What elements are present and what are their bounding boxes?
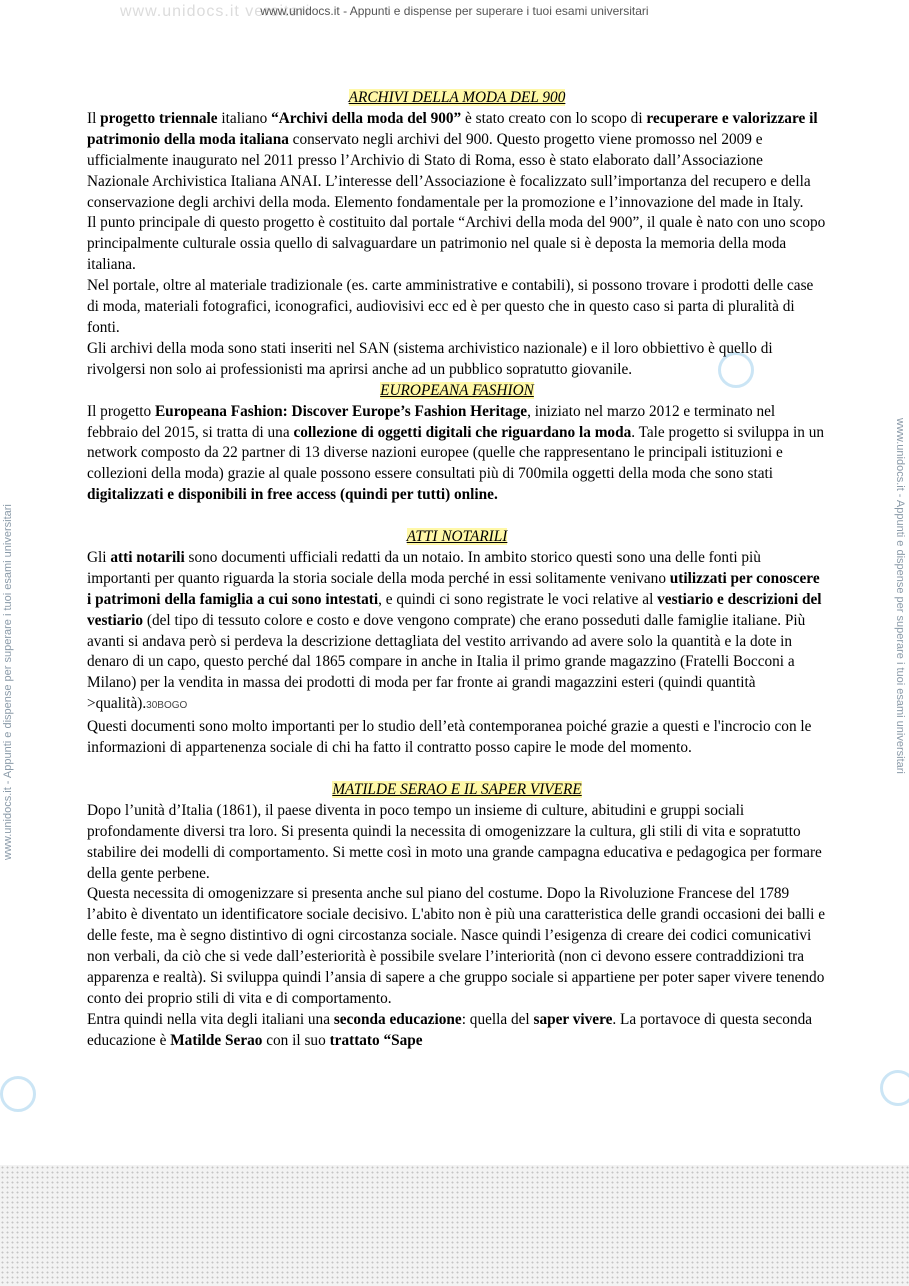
text-run: sono documenti ufficiali redatti da un notaio. In ambito storico questi sono una delle fonti più importanti per quanto riguarda la storia sociale della moda perché in essi solitamente venivano [87, 548, 761, 587]
bold-text: digitalizzati e disponibili in free access (quindi per tutti) online. [87, 486, 498, 504]
bold-text: Matilde Serao [170, 1031, 263, 1049]
text-run: : quella del [461, 1010, 534, 1028]
text-run: Il progetto [87, 402, 155, 420]
text-run: Il [87, 109, 101, 127]
section-title [87, 527, 827, 548]
preview-blur-overlay [0, 1165, 909, 1286]
header-ghost-watermark: www.unidocs.it versitari [120, 3, 311, 20]
bold-text: progetto triennale [100, 109, 218, 127]
text-run: con il suo [262, 1031, 330, 1049]
document-body [87, 88, 827, 1052]
bold-text: saper vivere [533, 1010, 613, 1028]
section-title-text: MATILDE SERAO E IL SAPER VIVERE [332, 780, 582, 798]
text-run: . Tale progetto si sviluppa in un network composto da 22 partner di 13 diverse nazioni europee (quelle che rappresentano le principali istituzioni e collezioni della moda) grazie al quale possono essere consultati più di 700mila oggetti della moda che sono stati [87, 423, 825, 483]
bold-text: Europeana Fashion: Discover Europe’s Fashion Heritage [154, 402, 528, 420]
section-title [87, 88, 827, 109]
text-run: italiano [217, 109, 272, 127]
paragraph [87, 213, 827, 276]
unidocs-logo-icon [0, 1076, 36, 1112]
paragraph [87, 717, 827, 759]
bold-text: recuperare e valorizzare il patrimonio della moda italiana [87, 109, 818, 148]
paragraph [87, 1010, 827, 1052]
paragraph [87, 276, 827, 339]
text-run: , iniziato nel marzo 2012 e terminato nel febbraio del 2015, si tratta di una [87, 402, 776, 441]
text-run: Nel portale, oltre al materiale tradizionale (es. carte amministrative e contabili), si possono trovare i prodotti delle case di moda, materiali fotografici, iconografici, audiovisivi ecc ed è per questo che in questo caso si parta di pluralità di fonti. [87, 277, 814, 336]
section-title-text: ATTI NOTARILI [406, 528, 508, 546]
header-watermark-text: www.unidocs.it - Appunti e dispense per superare i tuoi esami universitari [260, 4, 649, 18]
section-title [87, 780, 827, 801]
text-run: Entra quindi nella vita degli italiani una [87, 1010, 334, 1028]
bold-text: trattato “Sape [329, 1031, 423, 1049]
text-run: Gli archivi della moda sono stati inseriti nel SAN (sistema archivistico nazionale) e il loro obbiettivo è quello di rivolgersi non solo ai professionisti ma aprirsi anche ad un pubblico sopratutto giovanile. [87, 339, 773, 378]
paragraph [87, 884, 827, 1009]
text-run: Questa necessita di omogenizzare si presenta anche sul piano del costume. Dopo la Rivoluzione Francese del 1789 l’abito è diventato un identificatore sociale decisivo. L'abito non è più una caratteristica delle grandi occasioni dei balli e delle feste, ma è segno distintivo di ogni circostanza sociale. Nasce quindi l’esigenza di creare dei codici comunicativi non verbali, da ciò che si vede dall’esteriorità è possibile svelare l’interiorità (non ci devono essere contraddizioni tra apparenza e realtà). Si sviluppa quindi l’ansia di sapere a che gruppo sociale si appartiene per poter saper vivere tenendo conto dei proprio stili di vita e di comportamento. [87, 885, 826, 1007]
section-title-text: EUROPEANA FASHION [380, 381, 534, 399]
paragraph [87, 548, 827, 717]
left-side-watermark: www.unidocs.it - Appunti e dispense per superare i tuoi esami universitari [2, 504, 14, 860]
section-title-text: ARCHIVI DELLA MODA DEL 900 [348, 89, 566, 106]
text-run: Dopo l’unità d’Italia (1861), il paese diventa in poco tempo un insieme di culture, abitudini e gruppi sociali profondamente diversi tra loro. Si presenta quindi la necessita di omogenizzare la cultura, gli stili di vita e sopratutto stabilire dei modelli di comportamento. Si mette così in moto una grande campagna educativa e pedagogica per formare della gente perbene. [87, 801, 822, 882]
inline-note: 30BOGO [146, 700, 188, 712]
paragraph [87, 801, 827, 885]
text-run: Gli [87, 548, 111, 566]
text-run: è stato creato con lo scopo di [461, 109, 647, 127]
section-spacer [87, 506, 827, 527]
text-run: (del tipo di tessuto colore e costo e dove vengono comprate) che erano posseduti dalle famiglie italiane. Più avanti si andava però si perdeva la descrizione dettagliata del vestito arrivando ad avere solo la quantità e la dote in denaro di un capo, questo perché dal 1865 compare in anche in Italia il primo grande magazzino (Fratelli Bocconi a Milano) per la vendita in massa dei prodotti di moda per far fronte ai grandi magazzini esteri (quindi quantità >qualità). [87, 611, 806, 713]
bold-text: “Archivi della moda del 900” [271, 109, 462, 127]
paragraph [87, 402, 827, 507]
unidocs-logo-icon [880, 1070, 909, 1106]
bold-text: atti notarili [110, 548, 185, 566]
text-run: Il punto principale di questo progetto è costituito dal portale “Archivi della moda del 900”, il quale è nato con uno scopo principalmente culturale ossia quello di salvaguardare un patrimonio nel quale si è deposta la memoria della moda italiana. [87, 214, 826, 274]
header-watermark [0, 4, 909, 18]
text-run: , e quindi ci sono registrate le voci relative al [378, 590, 658, 608]
bold-text: utilizzati per conoscere i patrimoni della famiglia a cui sono intestati [87, 569, 820, 608]
right-side-watermark: www.unidocs.it - Appunti e dispense per superare i tuoi esami universitari [894, 418, 906, 774]
section-spacer [87, 759, 827, 780]
text-run: . La portavoce di questa seconda educazione è [87, 1010, 813, 1049]
bold-text: seconda educazione [333, 1010, 462, 1028]
text-run: Questi documenti sono molto importanti per lo studio dell’età contemporanea poiché grazie a questi e l'incrocio con le informazioni di appartenenza sociale di chi ha fatto il contratto posso capire le mode del momento. [87, 718, 812, 757]
paragraph [87, 109, 827, 214]
bold-text: vestiario e descrizioni del vestiario [87, 590, 822, 629]
section-title [87, 381, 827, 402]
bold-text: collezione di oggetti digitali che riguardano la moda [293, 423, 632, 441]
paragraph [87, 339, 827, 381]
text-run: conservato negli archivi del 900. Questo progetto viene promosso nel 2009 e ufficialmente inaugurato nel 2011 presso l’Archivio di Stato di Roma, esso è stato elaborato dall’Associazione Nazionale Archivistica Italiana ANAI. L’interesse dell’Associazione è focalizzato sull’importanza del recupero e della conservazione degli archivi della moda. Elemento fondamentale per la promozione e l’innovazione del made in Italy. [87, 130, 811, 211]
